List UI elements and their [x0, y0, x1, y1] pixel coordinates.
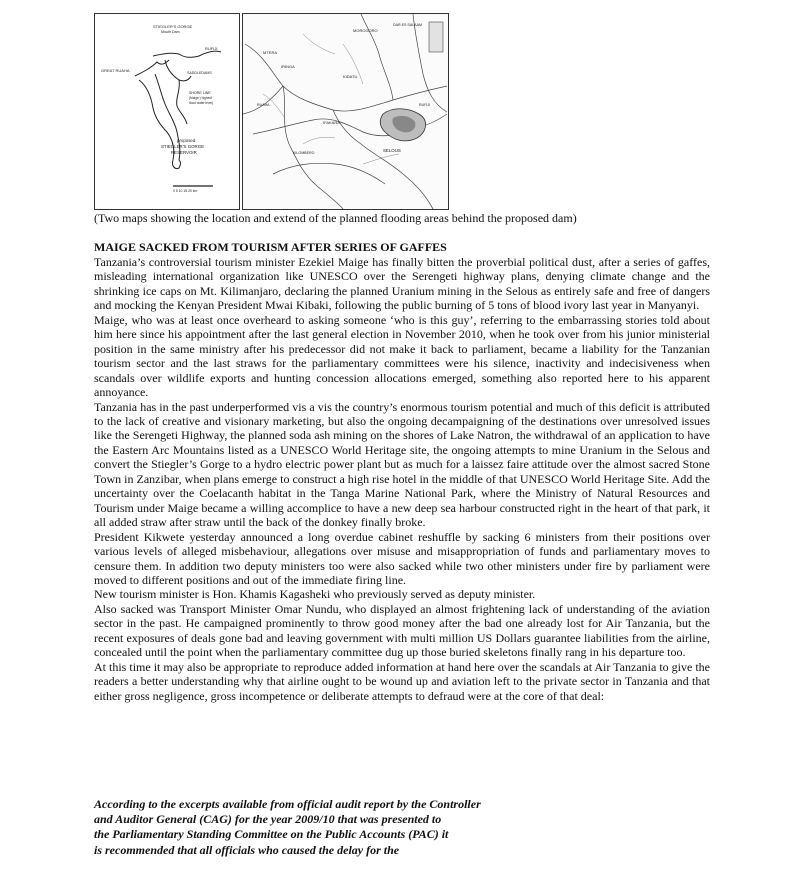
- map-label-ifakara: IFAKARA: [323, 120, 340, 125]
- article-paragraph: Tanzania has in the past underperformed vis a vis the country’s enormous tourism potential and much of this deficit is attributed to the lack of creative and visionary marketing, but also the ongoing decampaigning of the destinations over unresolved issues like the Serengeti Highway, the planned soda ash mining on the shores of Lake Natron, the withdrawal of an application to have the Eastern Arc Mountains listed as a UNESCO World Heritage site, the ongoing attempts to mine Uranium in the Selous and convert the Stiegler’s Gorge to a hydro electric power plant but as much for a laissez faire attitude over the almost sacred Stone Town in Zanzibar, when plans emerge to construct a high rise hotel in the middle of that UNESCO World Heritage Site. Add the uncertainty over the Coelacanth habitat in the Tanga Marine National Park, where the Ministry of Natural Resources and Tourism under Maige became a willing accomplice to have a new deep sea harbour constructed right in the heart of that park, it all added straw after straw until the back of the donkey finally broke.: [94, 399, 710, 530]
- coast-block: [429, 22, 443, 52]
- map-label-ruaha: RUAHA: [257, 103, 270, 107]
- map-label-shore-sub1: (Maige ) highest: [189, 96, 212, 100]
- article-paragraph: Also sacked was Transport Minister Omar Nundu, who displayed an almost frightening lack of understanding of the aviation sector in the past. He campaigned prominently to throw good money after the bad one already lost for Air Tanzania, but the recent exposures of deals gone bad and leaving government with multi million US Dollars guarantee liabilities from the airline, concealed until the point when the parliamentary committee dug up those buried skeletons finally rang in his departure too.: [94, 601, 710, 660]
- map-label-saddle: SADDLEDAMS: [187, 71, 212, 75]
- audit-excerpt: [94, 797, 654, 858]
- audit-line: According to the excerpts available from official audit report by the Controller: [94, 797, 481, 811]
- map-label-shore: SHORE LINE: [189, 91, 211, 95]
- map-label-scale: 0 5 10 15 20 km: [173, 189, 198, 193]
- map-label-shore-sub2: flood water level): [189, 101, 214, 105]
- map-label-morogoro: MOROGORO: [353, 28, 378, 33]
- article-headline: MAIGE SACKED FROM TOURISM AFTER SERIES OF GAFFES: [94, 240, 447, 254]
- map-label-kilombero: KILOMBERO: [293, 151, 315, 155]
- reservoir-map-drawing: [95, 14, 239, 209]
- map-label-selous: SELOUS: [383, 148, 401, 153]
- map-label-dar: DAR ES SALAAM: [393, 23, 422, 27]
- article-body: [94, 240, 710, 703]
- reservoir-map: [94, 13, 240, 210]
- article-paragraph: President Kikwete yesterday announced a long overdue cabinet reshuffle by sacking 6 ministers from their positions over various levels of alleged misbehaviour, allegations over misuse and misappropriation of funds and parliamentary moves to censure them. In addition two deputy ministers too were also sacked while two other ministers under fire by parliament were moved to different positions and out of the immediate firing line.: [94, 529, 710, 587]
- audit-line: and Auditor General (CAG) for the year 2009/10 that was presented to: [94, 812, 442, 827]
- map-label-rufiji-right: RUFIJI: [419, 103, 431, 107]
- map-label-reservoir-2: STIEGLER'S GORGE: [161, 144, 205, 149]
- audit-line: is recommended that all officials who caused the delay for the: [94, 842, 400, 857]
- article-paragraph: Tanzania’s controversial tourism minister Ezekiel Maige has finally bitten the proverbial political dust, after a series of gaffes, misleading international organization like UNESCO over the Serengeti highway plans, denying climate change and the shrinking ice caps on Mt. Kilimanjaro, declaring the planned Uranium mining in the Selous as entirely safe and free of dangers and mocking the Kenyan President Mwai Kibaki, following the public burning of 5 tons of blood ivory last year in Manyanyi.: [94, 255, 710, 313]
- map-label-gorge-sub: Mouth Dam: [161, 30, 180, 34]
- article-paragraph: New tourism minister is Hon. Khamis Kagasheki who previously served as deputy minister.: [94, 587, 536, 602]
- regional-map: [242, 13, 449, 210]
- audit-line: the Parliamentary Standing Committee on the Public Accounts (PAC) it: [94, 827, 449, 842]
- regional-map-drawing: [243, 14, 448, 209]
- figure-caption: (Two maps showing the location and extend of the planned flooding areas behind the proposed dam): [94, 211, 577, 225]
- article-paragraph: Maige, who was at least once overheard to asking someone ‘who is this guy’, referring to the embarrassing stories told about him here since his appointment after the last general election in November 2010, when he took over from his junior ministerial position in the same ministry after his predecessor did not make it back to parliament, became a liability for the Tanzanian tourism sector and the last straws for the parliamentary committees were his silence, inactivity and indecisiveness when scandals over wildlife exports and hunting concession allocations emerged, something also reported here to his apparent annoyance.: [94, 312, 710, 400]
- article-paragraph: At this time it may also be appropriate to reproduce added information at hand here over the scandals at Air Tanzania to give the readers a better understanding why that airline ought to be wound up and aviation left to the private sector in Tanzania and that either gross negligence, gross incompetence or deliberate attempts to defraud were at the core of that deal:: [94, 659, 710, 703]
- map-label-iringa: IRINGA: [281, 64, 295, 69]
- maps-figure: [94, 13, 448, 210]
- map-label-great-ruaha: GREAT RUAHA: [101, 68, 130, 73]
- map-label-reservoir-3: RESERVOIR: [171, 150, 197, 155]
- map-label-reservoir-1: proposed: [177, 138, 196, 143]
- map-label-mtera: MTERA: [263, 50, 277, 55]
- map-label-rufiji: RUFIJI: [205, 46, 218, 51]
- map-label-gorge: STIEGLER'S GORGE: [153, 24, 193, 29]
- map-label-kidatu: KIDATU: [343, 74, 358, 79]
